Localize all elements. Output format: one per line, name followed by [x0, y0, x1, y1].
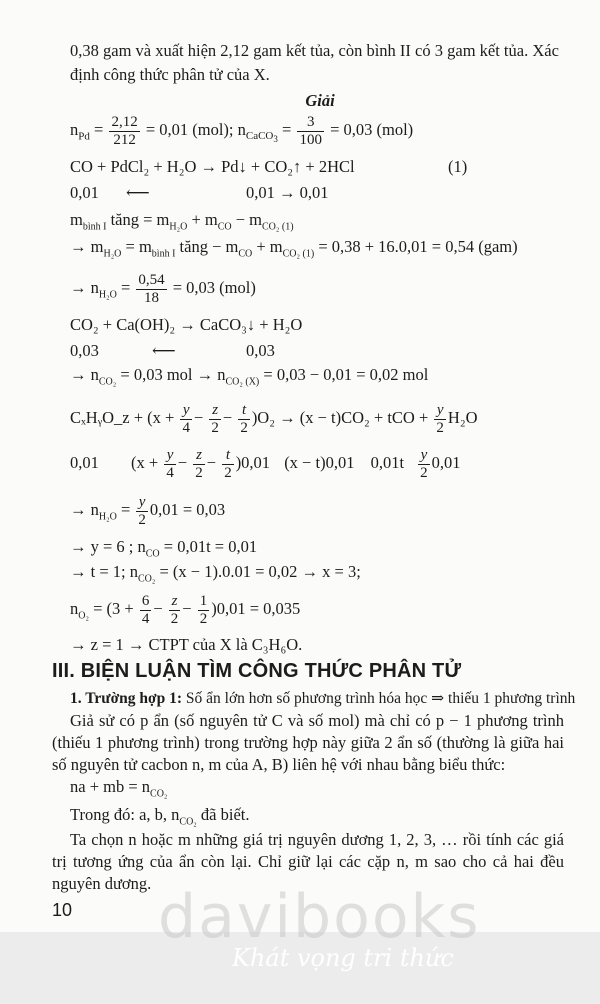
- intro-line-1: 0,38 gam và xuất hiện 2,12 gam kết tủa, còn bình II có 3 gam kết tủa. Xác: [70, 41, 559, 60]
- watermark-tagline: Khát vọng tri thức: [232, 944, 454, 972]
- calc-line-16: → z = 1 → CTPT của X là C₃H₆O.: [70, 635, 303, 654]
- section-heading: III. BIỆN LUẬN TÌM CÔNG THỨC PHÂN TỬ: [52, 660, 462, 682]
- calc-line-15: $n_{O_2} = (3$ + $\frac{6}{4}$ − $\frac{z}{2}$ − $\frac{1}{2}$ )0,01 = 0,035: [70, 592, 301, 627]
- fraction: $\frac{3}{100}$: [299, 113, 322, 148]
- calc-line-1: $n_{Pd}$ = $\frac{2,12}{212}$ = 0,01 (mol); $n_{CaCO_3}$ = $\frac{3}{100}$ = 0,03 (mol): [70, 113, 414, 148]
- calc-line-6: → $n_{H_2O}$ = $\frac{0,54}{18}$ = 0,03 (mol): [70, 271, 256, 306]
- calc-line-2: CO + PdCl₂ + H₂O → Pd↓ + CO₂↑ + 2HCl (1): [70, 157, 468, 176]
- where-line: Trong đó: a, b, $n_{CO_2}$ đã biết.: [70, 805, 250, 828]
- page-number: 10: [52, 900, 73, 920]
- paragraph-1: Giả sử có p ẩn (số nguyên tử C và số mol) mà chỉ có p − 1 phương trình (thiếu 1 phương trình) trong trường hợp này giữa 2 ẩn số (thường là giữa hai số nguyên tử cacbon n, m của A, B) liên hệ với nhau bằng biểu thức:: [52, 711, 564, 774]
- fraction: $\frac{0,54}{18}$: [138, 271, 165, 306]
- calc-line-12: → $n_{H_2O}$ = $\frac{y}{2}$ 0,01 = 0,03: [70, 493, 226, 528]
- calc-line-8: 0,03 ⟵ 0,03: [70, 341, 275, 360]
- calc-line-4: $m_{bình I}$ tăng = $m_{H_2O} + m_{CO} - m_{CO_2 (1)}$: [70, 210, 294, 233]
- calc-line-3: 0,01 ⟵ 0,01 → 0,01: [70, 183, 329, 202]
- calc-line-7: CO₂ + Ca(OH)₂ → CaCO₃↓ + H₂O: [70, 315, 303, 334]
- case-1-line: 1. Trường hợp 1: Số ẩn lớn hơn số phương trình hóa học ⇒ thiếu 1 phương trình: [70, 690, 576, 707]
- watermark-logo: davibooks: [158, 882, 481, 952]
- calc-line-5: → $m_{H_2O} = m_{bình I}$ tăng − $m_{CO} + m_{CO_2 (1)} = 0,38 + 16.0,01 = 0,54$ (gam): [70, 237, 518, 260]
- calc-line-9: → $n_{CO_2} = 0,03$ mol → $n_{CO_2 (X)} = 0,03 - 0,01 = 0,02$ mol: [70, 365, 429, 388]
- calc-line-13: → y = 6 ; $n_{CO} = 0,01t = 0,01$: [70, 537, 258, 560]
- formula: na + mb = $n_{CO_2}$: [70, 777, 168, 800]
- solution-title: Giải: [305, 91, 335, 110]
- paragraph-2: Ta chọn n hoặc m những giá trị nguyên dương 1, 2, 3, … rồi tính các giá trị tương ứng của ẩn còn lại. Chỉ giữ lại các cặp n, m sao cho cả hai đều nguyên dương.: [52, 830, 564, 893]
- intro-line-2: định công thức phân tử của X.: [70, 65, 270, 84]
- calc-line-14: → t = 1; $n_{CO_2} = (x - 1).0.01 = 0,02 \to x = 3$;: [70, 562, 361, 585]
- calc-line-10: CₓHᵧO_z + (x + $\frac{y}{4}$ − $\frac{z}{2}$ − $\frac{t}{2}$ )O₂ → (x − t)CO₂ + tCO + $\frac{y}{2}$ H₂O: [70, 401, 478, 436]
- calc-line-11: 0,01 (x + $\frac{y}{4}$ − $\frac{z}{2}$ − $\frac{t}{2}$ )0,01 (x − t)0,01 0,01t $\frac{y}{2}$ 0,01: [70, 446, 461, 481]
- fraction: $\frac{2,12}{212}$: [111, 113, 138, 148]
